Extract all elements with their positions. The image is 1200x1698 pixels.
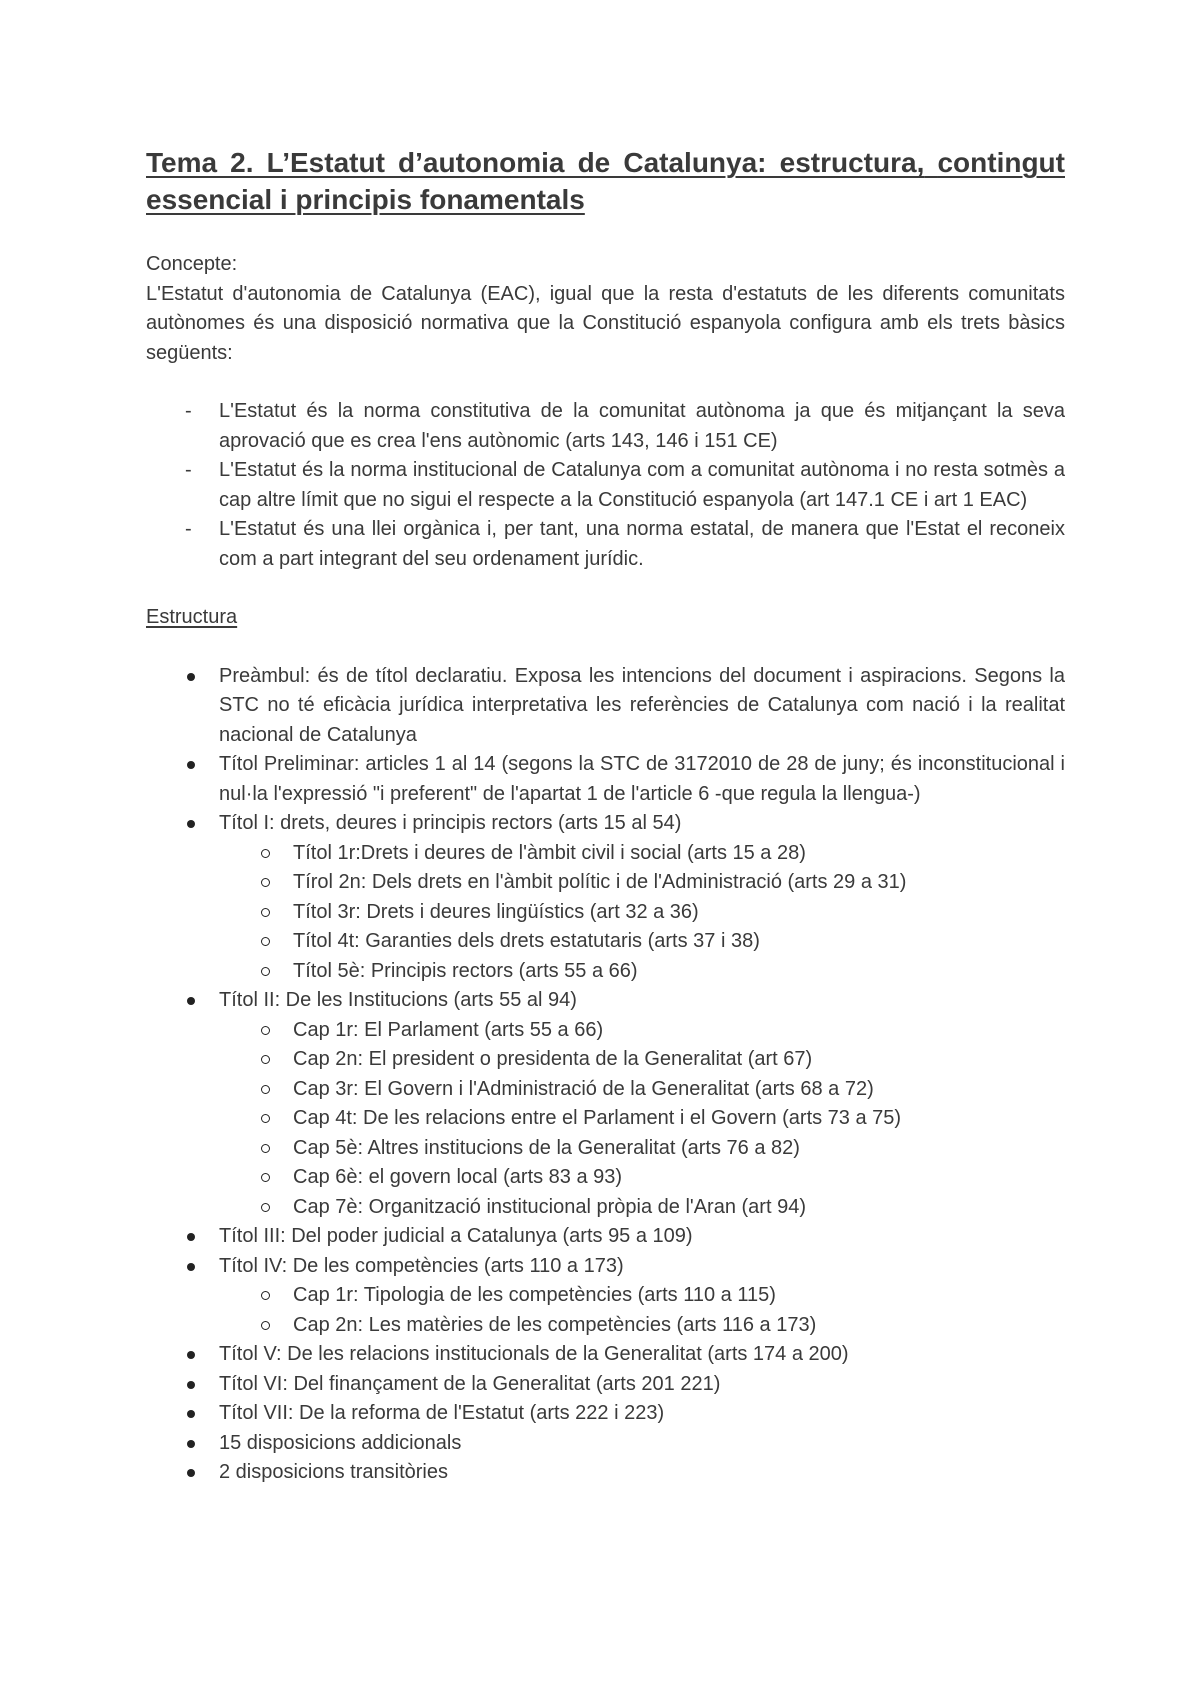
dash-item-text: L'Estatut és una llei orgànica i, per tant, una norma estatal, de manera que l'Estat el reconeix com a part integrant del seu ordenament jurídic. bbox=[219, 518, 1065, 570]
structure-subitem bbox=[146, 957, 1065, 987]
filled-bullet-icon bbox=[187, 820, 195, 828]
structure-item-text: Títol IV: De les competències (arts 110 a 173) bbox=[219, 1254, 624, 1277]
estructura-list bbox=[146, 662, 1065, 1488]
structure-list-item bbox=[146, 986, 1065, 1222]
structure-subitem bbox=[146, 1281, 1065, 1311]
structure-item-text: Títol II: De les Institucions (arts 55 al 94) bbox=[219, 989, 577, 1011]
hollow-bullet-icon bbox=[261, 1114, 270, 1123]
hollow-bullet-icon bbox=[261, 878, 270, 887]
concepte-intro: L'Estatut d'autonomia de Catalunya (EAC), igual que la resta d'estatuts de les diferents comunitats autònomes és una disposició normativa que la Constitució espanyola configura amb els trets bàsics següents: bbox=[146, 282, 1065, 364]
structure-subitem-text: Cap 7è: Organització institucional pròpia de l'Aran (art 94) bbox=[293, 1195, 806, 1218]
structure-subitem bbox=[146, 1045, 1065, 1075]
dash-list-item bbox=[146, 456, 1065, 515]
hollow-bullet-icon bbox=[261, 1144, 270, 1153]
structure-subitem bbox=[146, 1134, 1065, 1164]
structure-subitem bbox=[146, 839, 1065, 869]
concepte-dash-list bbox=[146, 397, 1065, 574]
filled-bullet-icon bbox=[187, 1351, 195, 1359]
filled-bullet-icon bbox=[187, 1410, 195, 1418]
filled-bullet-icon bbox=[187, 673, 195, 681]
filled-bullet-icon bbox=[187, 1440, 195, 1448]
dash-list-item bbox=[146, 397, 1065, 456]
title-line-2: contingut essencial i principis fonamentals bbox=[146, 147, 1065, 215]
structure-list-item bbox=[146, 1370, 1065, 1400]
structure-subitem-text: Títol 3r: Drets i deures lingüístics (art 32 a 36) bbox=[293, 900, 699, 923]
structure-sublist bbox=[146, 1016, 1065, 1223]
structure-subitem bbox=[146, 868, 1065, 898]
hollow-bullet-icon bbox=[261, 1173, 270, 1182]
structure-subitem bbox=[146, 1193, 1065, 1223]
structure-item-text: 2 disposicions transitòries bbox=[219, 1461, 448, 1483]
structure-item-text: Títol VII: De la reforma de l'Estatut (arts 222 i 223) bbox=[219, 1402, 665, 1424]
structure-list-item bbox=[146, 1222, 1065, 1252]
structure-subitem-text: Cap 2n: Les matèries de les competències (arts 116 a 173) bbox=[293, 1313, 817, 1336]
structure-item-text: Títol VI: Del finançament de la Generalitat (arts 201 221) bbox=[219, 1372, 721, 1395]
hollow-bullet-icon bbox=[261, 1291, 270, 1300]
dash-item-text: L'Estatut és la norma constitutiva de la comunitat autònoma ja que és mitjançant la seva aprovació que es crea l'ens autònomic (arts 143, 146 i 151 CE) bbox=[219, 400, 1065, 452]
structure-subitem-text: Cap 5è: Altres institucions de la Generalitat (arts 76 a 82) bbox=[293, 1136, 800, 1159]
structure-subitem-text: Cap 3r: El Govern i l'Administració de la Generalitat (arts 68 a 72) bbox=[293, 1077, 874, 1100]
dash-marker: - bbox=[185, 518, 192, 540]
hollow-bullet-icon bbox=[261, 1085, 270, 1094]
hollow-bullet-icon bbox=[261, 1203, 270, 1212]
structure-sublist bbox=[146, 839, 1065, 987]
structure-list-item bbox=[146, 750, 1065, 809]
structure-list-item bbox=[146, 1340, 1065, 1370]
structure-list-item bbox=[146, 1252, 1065, 1341]
structure-list-item bbox=[146, 809, 1065, 986]
hollow-bullet-icon bbox=[261, 849, 270, 858]
hollow-bullet-icon bbox=[261, 967, 270, 976]
filled-bullet-icon bbox=[187, 1469, 195, 1477]
dash-item-text: L'Estatut és la norma institucional de Catalunya com a comunitat autònoma i no resta sotmès a cap altre límit que no sigui el respecte a la Constitució espanyola (art 147.1 CE i art 1 EAC) bbox=[219, 459, 1065, 511]
filled-bullet-icon bbox=[187, 1381, 195, 1389]
structure-subitem bbox=[146, 927, 1065, 957]
dash-list-item bbox=[146, 515, 1065, 574]
structure-subitem bbox=[146, 1104, 1065, 1134]
structure-subitem bbox=[146, 1311, 1065, 1341]
hollow-bullet-icon bbox=[261, 1026, 270, 1035]
structure-item-text: Títol V: De les relacions institucionals de la Generalitat (arts 174 a 200) bbox=[219, 1343, 849, 1365]
estructura-heading: Estructura bbox=[146, 606, 238, 628]
hollow-bullet-icon bbox=[261, 1321, 270, 1330]
structure-subitem-text: Cap 1r: El Parlament (arts 55 a 66) bbox=[293, 1018, 604, 1041]
structure-subitem-text: Títol 4t: Garanties dels drets estatutaris (arts 37 i 38) bbox=[293, 930, 760, 952]
filled-bullet-icon bbox=[187, 761, 195, 769]
structure-list-item bbox=[146, 1429, 1065, 1459]
document-title bbox=[146, 144, 1065, 218]
dash-marker: - bbox=[185, 400, 192, 422]
structure-subitem-text: Cap 1r: Tipologia de les competències (arts 110 a 115) bbox=[293, 1284, 776, 1306]
structure-subitem bbox=[146, 1075, 1065, 1105]
structure-subitem-text: Cap 2n: El president o presidenta de la Generalitat (art 67) bbox=[293, 1048, 813, 1070]
filled-bullet-icon bbox=[187, 1233, 195, 1241]
structure-item-text: Preàmbul: és de títol declaratiu. Exposa les intencions del document i aspiracions. Segons la STC no té eficàcia jurídica interpretativa les referències de Catalunya com nació i la realitat nacional de Catalunya bbox=[219, 664, 1065, 746]
structure-subitem bbox=[146, 1163, 1065, 1193]
dash-marker: - bbox=[185, 459, 192, 481]
hollow-bullet-icon bbox=[261, 1055, 270, 1064]
structure-list-item bbox=[146, 1458, 1065, 1488]
structure-subitem-text: Cap 4t: De les relacions entre el Parlament i el Govern (arts 73 a 75) bbox=[293, 1107, 902, 1129]
structure-subitem-text: Tírol 2n: Dels drets en l'àmbit polític i de l'Administració (arts 29 a 31) bbox=[293, 871, 907, 893]
structure-sublist bbox=[146, 1281, 1065, 1340]
structure-item-text: 15 disposicions addicionals bbox=[219, 1431, 462, 1454]
filled-bullet-icon bbox=[187, 997, 195, 1005]
structure-item-text: Títol Preliminar: articles 1 al 14 (segons la STC de 3172010 de 28 de juny; és inconstitucional i nul·la l'expressió "i preferent" de l'apartat 1 de l'article 6 -que regula la llengua-) bbox=[219, 753, 1065, 805]
structure-subitem bbox=[146, 898, 1065, 928]
concepte-label: Concepte: bbox=[146, 253, 238, 275]
structure-subitem-text: Títol 5è: Principis rectors (arts 55 a 66) bbox=[293, 959, 638, 982]
structure-item-text: Títol III: Del poder judicial a Catalunya (arts 95 a 109) bbox=[219, 1225, 693, 1247]
hollow-bullet-icon bbox=[261, 937, 270, 946]
structure-item-text: Títol I: drets, deures i principis rectors (arts 15 al 54) bbox=[219, 812, 682, 834]
hollow-bullet-icon bbox=[261, 908, 270, 917]
structure-subitem bbox=[146, 1016, 1065, 1046]
structure-list-item bbox=[146, 1399, 1065, 1429]
filled-bullet-icon bbox=[187, 1263, 195, 1271]
structure-subitem-text: Títol 1r:Drets i deures de l'àmbit civil i social (arts 15 a 28) bbox=[293, 841, 806, 864]
title-line-1: Tema 2. L’Estatut d’autonomia de Catalunya: estructura, bbox=[146, 147, 925, 178]
structure-list-item bbox=[146, 662, 1065, 751]
structure-subitem-text: Cap 6è: el govern local (arts 83 a 93) bbox=[293, 1166, 623, 1188]
